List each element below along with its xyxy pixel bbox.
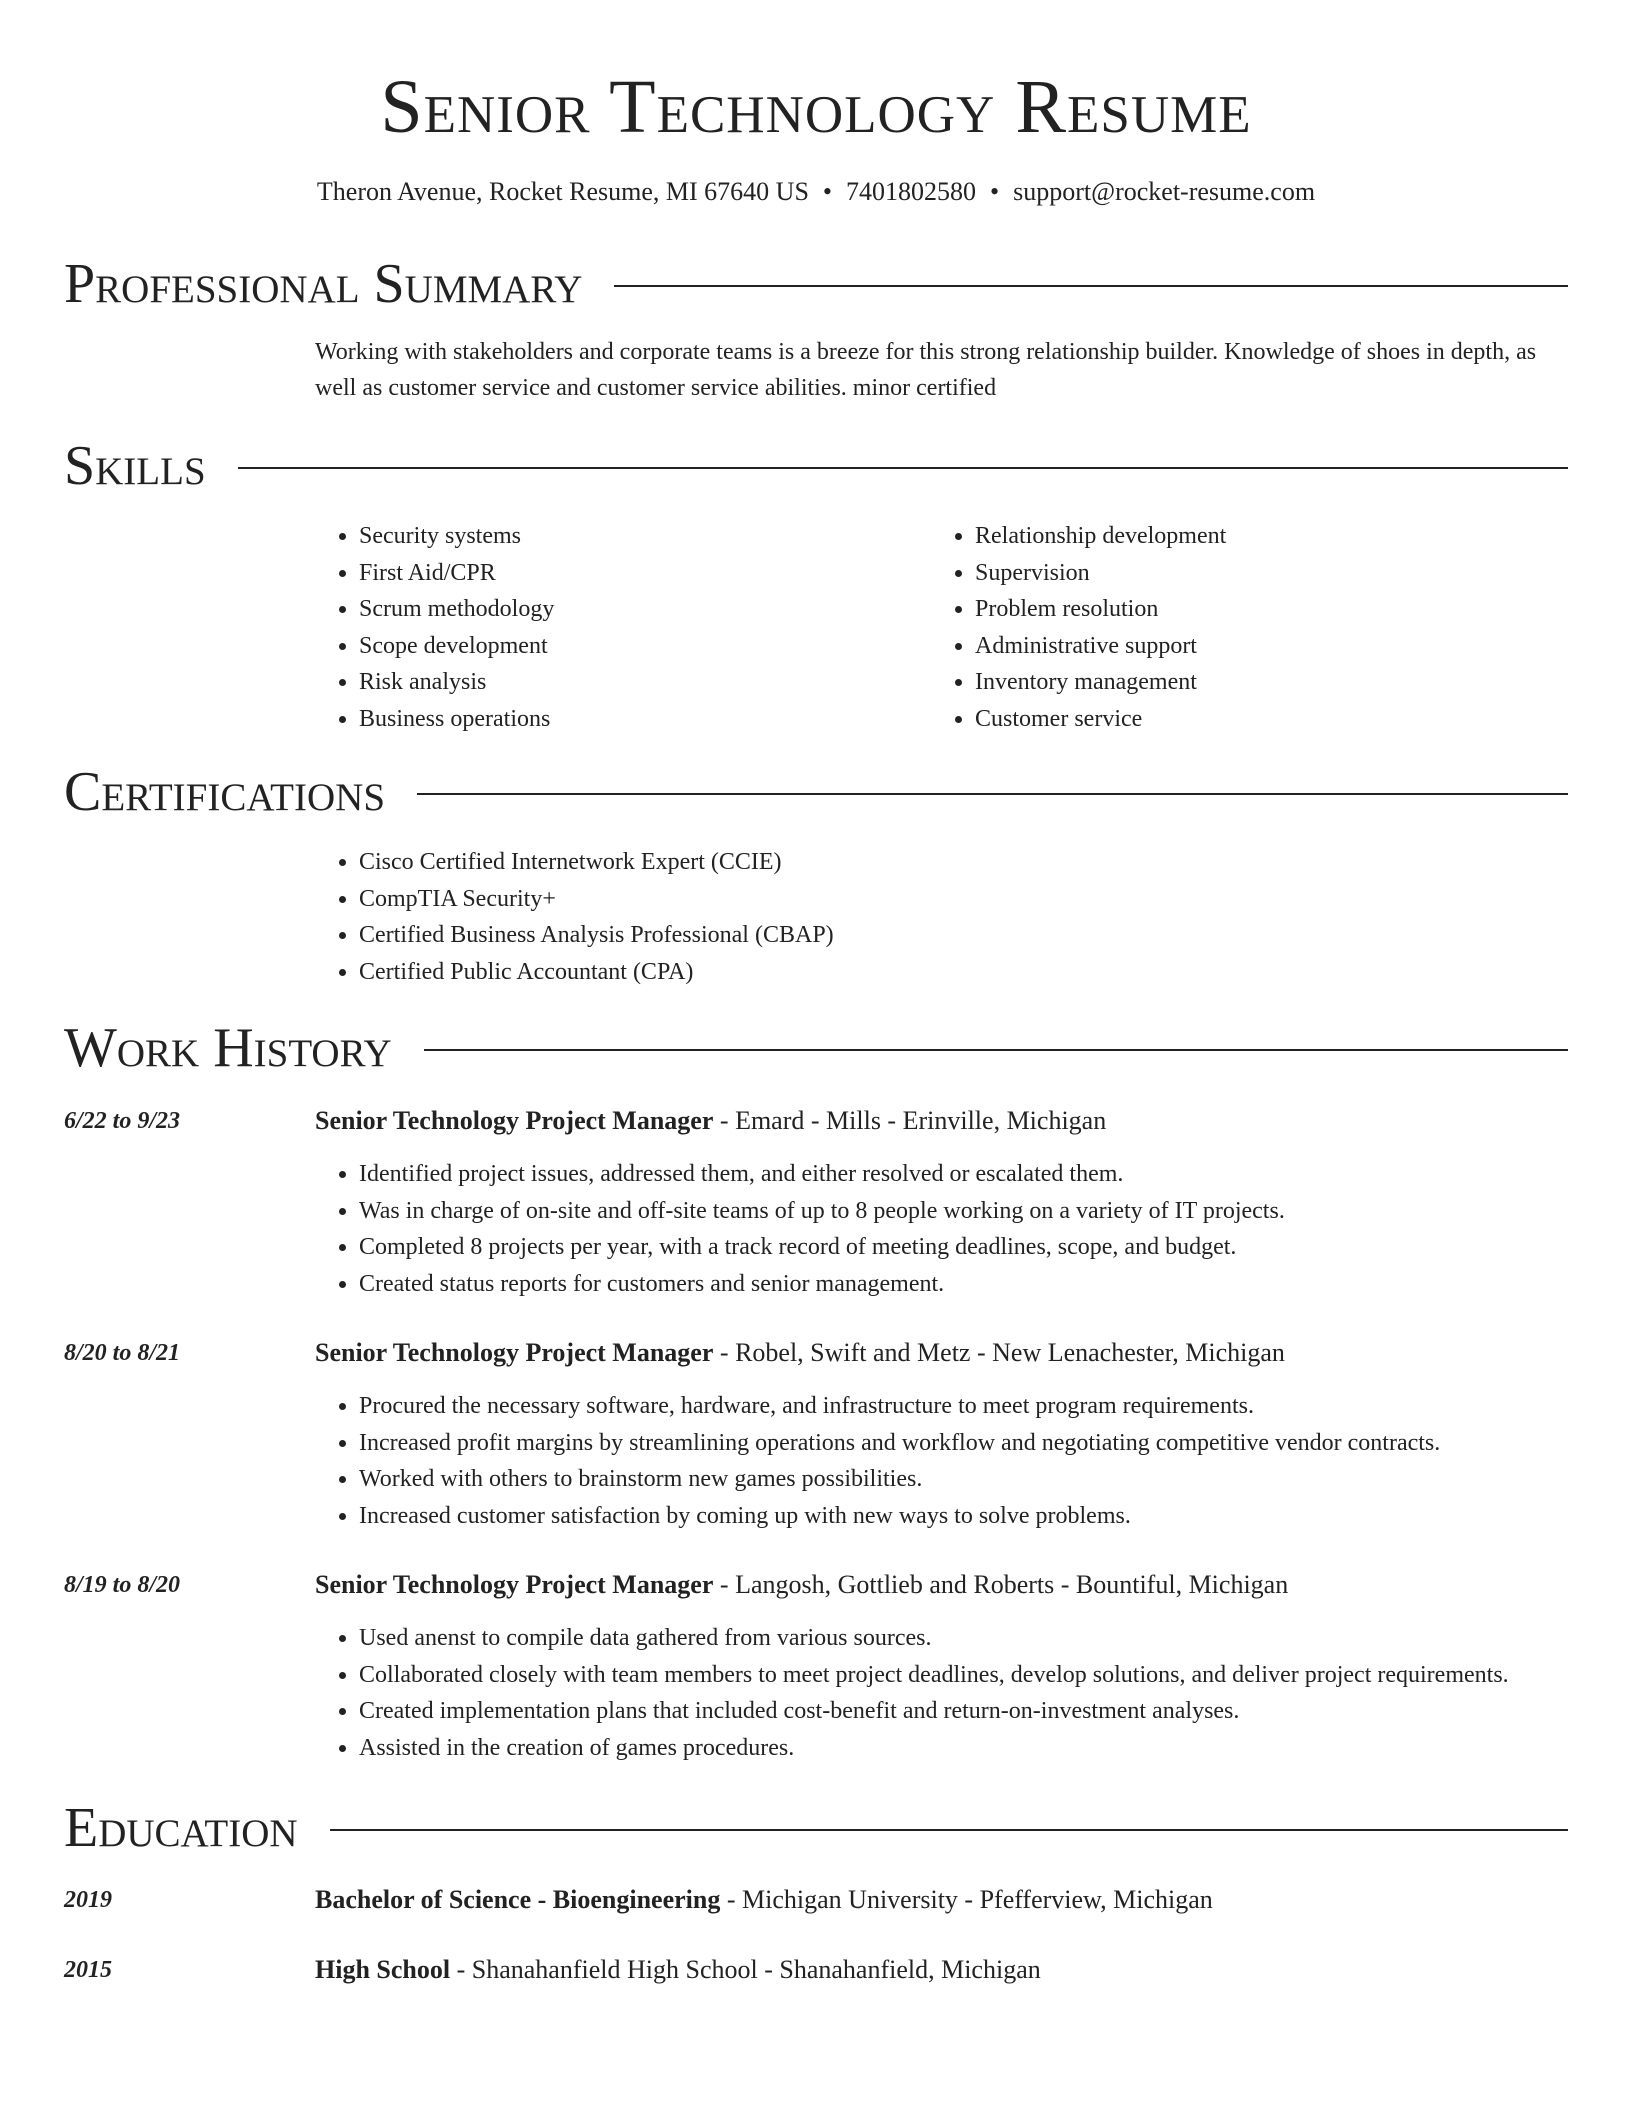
section-title-summary: Professional Summary	[64, 253, 583, 315]
skill-item: • First Aid/CPR	[359, 555, 915, 592]
education-year: 2015	[64, 1957, 112, 1983]
degree-name: Bachelor of Science - Bioengineering	[315, 1885, 721, 1914]
work-headline	[315, 1104, 1106, 1138]
skill-item: • Relationship development	[975, 518, 1531, 555]
work-bullet: • Procured the necessary software, hardware, and infrastructure to meet program requirements.	[359, 1388, 1568, 1425]
work-dates: 8/19 to 8/20	[64, 1572, 181, 1598]
work-dates: 8/20 to 8/21	[64, 1340, 181, 1366]
school-details: - Shanahanfield High School - Shanahanfield, Michigan	[450, 1955, 1041, 1984]
work-bullet: • Created status reports for customers and senior management.	[359, 1266, 1568, 1303]
certification-item: • CompTIA Security+	[359, 881, 1568, 918]
work-bullets	[315, 1620, 1568, 1766]
certification-item: • Cisco Certified Internetwork Expert (CCIE)	[359, 844, 1568, 881]
education-headline	[315, 1883, 1213, 1917]
job-details: - Emard - Mills - Erinville, Michigan	[713, 1106, 1107, 1135]
work-bullet: • Completed 8 projects per year, with a track record of meeting deadlines, scope, and budget.	[359, 1229, 1568, 1266]
education-year: 2019	[64, 1887, 112, 1913]
skill-item: • Administrative support	[975, 628, 1531, 665]
certifications-section-header	[64, 760, 1568, 824]
certification-item: • Certified Public Accountant (CPA)	[359, 954, 1568, 991]
section-title-education: Education	[64, 1797, 298, 1859]
summary-section-header	[64, 252, 1568, 316]
work-bullets	[315, 1388, 1568, 1534]
contact-separator: •	[822, 177, 833, 206]
section-divider	[424, 1049, 1568, 1051]
contact-line	[64, 174, 1568, 210]
work-section-header	[64, 1016, 1568, 1080]
certification-item: • Certified Business Analysis Professional (CBAP)	[359, 917, 1568, 954]
skill-item: • Scrum methodology	[359, 591, 915, 628]
contact-phone: 7401802580	[846, 177, 977, 206]
skill-item: • Problem resolution	[975, 591, 1531, 628]
job-details: - Langosh, Gottlieb and Roberts - Bountiful, Michigan	[713, 1570, 1289, 1599]
job-title: Senior Technology Project Manager	[315, 1338, 714, 1367]
section-title-work: Work History	[64, 1017, 392, 1079]
skill-item: • Business operations	[359, 701, 915, 738]
summary-text: Working with stakeholders and corporate teams is a breeze for this strong relationship builder. Knowledge of shoes in depth, as well as customer service and customer service abilities. minor certified	[315, 339, 1537, 401]
education-headline	[315, 1953, 1041, 1987]
work-bullet: • Used anenst to compile data gathered from various sources.	[359, 1620, 1568, 1657]
certifications-list	[315, 844, 1568, 990]
work-bullet: • Assisted in the creation of games procedures.	[359, 1730, 1568, 1767]
section-divider	[614, 285, 1568, 287]
job-details: - Robel, Swift and Metz - New Lenachester, Michigan	[713, 1338, 1285, 1367]
section-divider	[330, 1829, 1568, 1831]
section-title-certifications: Certifications	[64, 761, 386, 823]
skill-item: • Security systems	[359, 518, 915, 555]
work-bullet: • Increased customer satisfaction by coming up with new ways to solve problems.	[359, 1498, 1568, 1535]
skill-item: • Scope development	[359, 628, 915, 665]
school-details: - Michigan University - Pfefferview, Michigan	[720, 1885, 1213, 1914]
work-headline	[315, 1336, 1285, 1370]
work-headline	[315, 1568, 1288, 1602]
skills-column-right	[931, 518, 1531, 737]
contact-separator: •	[990, 177, 1000, 206]
contact-address: Theron Avenue, Rocket Resume, MI 67640 US	[316, 177, 809, 206]
work-bullet: • Collaborated closely with team members to meet project deadlines, develop solutions, and deliver project requirements.	[359, 1657, 1568, 1694]
work-bullet: • Increased profit margins by streamlining operations and workflow and negotiating competitive vendor contracts.	[359, 1425, 1568, 1462]
work-bullet: • Created implementation plans that included cost-benefit and return-on-investment analyses.	[359, 1693, 1568, 1730]
work-bullet: • Was in charge of on-site and off-site teams of up to 8 people working on a variety of IT projects.	[359, 1193, 1568, 1230]
section-title-skills: Skills	[64, 435, 206, 497]
work-bullet: • Identified project issues, addressed them, and either resolved or escalated them.	[359, 1156, 1568, 1193]
skill-item: • Customer service	[975, 701, 1531, 738]
resume-title: Senior Technology Resume	[380, 65, 1252, 149]
work-bullets	[315, 1156, 1568, 1302]
skills-column-left	[315, 518, 915, 737]
education-section-header	[64, 1796, 1568, 1860]
section-divider	[238, 467, 1568, 469]
degree-name: High School	[315, 1955, 451, 1984]
skill-item: • Supervision	[975, 555, 1531, 592]
work-dates: 6/22 to 9/23	[64, 1108, 181, 1134]
section-divider	[417, 793, 1568, 795]
skill-item: • Inventory management	[975, 664, 1531, 701]
job-title: Senior Technology Project Manager	[315, 1106, 714, 1135]
skill-item: • Risk analysis	[359, 664, 915, 701]
work-bullet: • Worked with others to brainstorm new games possibilities.	[359, 1461, 1568, 1498]
skills-section-header	[64, 434, 1568, 498]
job-title: Senior Technology Project Manager	[315, 1570, 714, 1599]
contact-email: support@rocket-resume.com	[1013, 177, 1316, 206]
